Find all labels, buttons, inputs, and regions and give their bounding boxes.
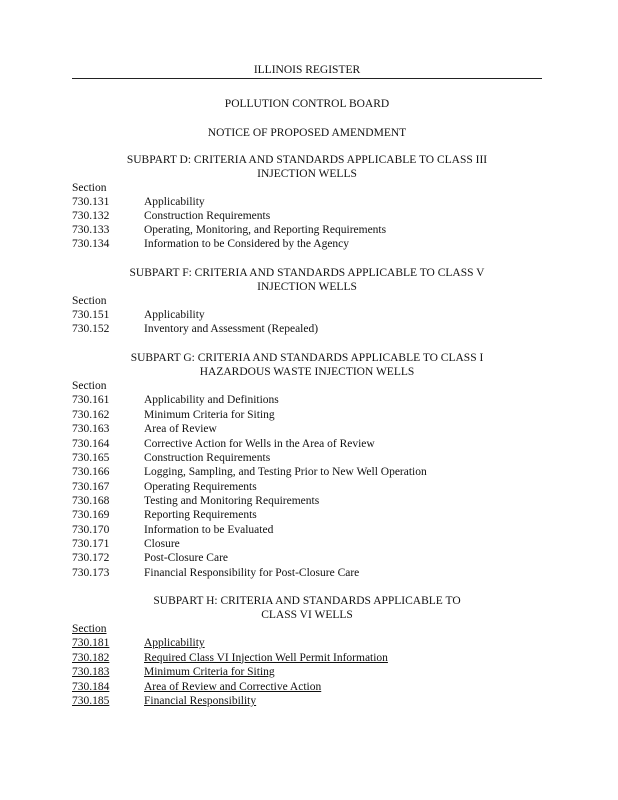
section-label: Section (72, 380, 107, 392)
section-number: 730.184 (72, 680, 110, 693)
subpart-heading-line: HAZARDOUS WASTE INJECTION WELLS (199, 366, 415, 378)
section-number: 730.181 (72, 637, 110, 649)
section-title: Financial Responsibility for Post-Closure Care (144, 566, 360, 579)
section-title: Reporting Requirements (144, 509, 257, 521)
section-number: 730.182 (72, 651, 110, 664)
subpart-heading-line: CLASS VI WELLS (261, 609, 353, 621)
table-row (72, 322, 542, 336)
section-title: Corrective Action for Wells in the Area of Review (144, 437, 375, 450)
table-row (72, 408, 542, 422)
table-row (72, 223, 542, 237)
section-number: 730.133 (72, 224, 110, 236)
subpart-h-heading (72, 594, 542, 622)
section-number: 730.131 (72, 196, 110, 208)
section-number: 730.171 (72, 538, 110, 550)
subpart-heading-line: SUBPART G: CRITERIA AND STANDARDS APPLICABLE TO CLASS I (130, 352, 484, 364)
table-row (72, 566, 542, 580)
section-number: 730.185 (72, 695, 110, 707)
board-name: POLLUTION CONTROL BOARD (224, 98, 390, 110)
section-number: 730.165 (72, 452, 110, 464)
subpart-g-heading (72, 351, 542, 379)
section-number: 730.168 (72, 495, 110, 507)
subpart-heading-line: SUBPART F: CRITERIA AND STANDARDS APPLICABLE TO CLASS V (129, 267, 485, 279)
table-row (72, 651, 542, 665)
table-row (72, 480, 542, 494)
header-rule (72, 78, 542, 79)
section-title: Required Class VI Injection Well Permit Information (144, 651, 388, 664)
section-title: Minimum Criteria for Siting (144, 666, 275, 678)
section-title: Logging, Sampling, and Testing Prior to New Well Operation (144, 466, 427, 478)
table-row (72, 636, 542, 650)
section-title: Applicability and Definitions (144, 394, 279, 406)
section-number: 730.152 (72, 323, 110, 335)
table-row (72, 537, 542, 551)
subpart-heading-line: SUBPART D: CRITERIA AND STANDARDS APPLICABLE TO CLASS III (126, 154, 488, 166)
table-row (72, 195, 542, 209)
section-number: 730.161 (72, 394, 110, 406)
section-number: 730.169 (72, 509, 110, 521)
section-number: 730.170 (72, 523, 110, 536)
section-number: 730.183 (72, 666, 110, 678)
section-number: 730.167 (72, 480, 110, 493)
table-row (72, 451, 542, 465)
table-row (72, 665, 542, 679)
table-row (72, 437, 542, 451)
table-row (72, 551, 542, 565)
section-title: Construction Requirements (144, 210, 271, 222)
section-label: Section (72, 295, 107, 307)
subpart-heading-line: SUBPART H: CRITERIA AND STANDARDS APPLICABLE TO (153, 595, 461, 607)
section-title: Construction Requirements (144, 452, 271, 464)
table-row (72, 680, 542, 694)
subpart-heading-line: INJECTION WELLS (257, 281, 357, 293)
section-title: Closure (144, 538, 180, 550)
section-title: Applicability (144, 309, 205, 321)
table-row (72, 422, 542, 436)
section-number: 730.134 (72, 238, 110, 250)
section-title: Testing and Monitoring Requirements (144, 495, 320, 507)
section-number: 730.172 (72, 552, 110, 564)
section-number: 730.163 (72, 423, 110, 435)
table-row (72, 494, 542, 508)
section-title: Area of Review (144, 423, 217, 435)
table-row (72, 237, 542, 251)
section-title: Post-Closure Care (144, 552, 229, 564)
subpart-d-heading (72, 153, 542, 181)
section-title: Information to be Evaluated (144, 523, 274, 536)
section-title: Financial Responsibility (144, 695, 257, 707)
table-row (72, 465, 542, 479)
section-number: 730.166 (72, 466, 110, 478)
table-row (72, 209, 542, 223)
section-title: Area of Review and Corrective Action (144, 680, 322, 693)
section-number: 730.164 (72, 437, 110, 450)
subpart-f-heading (72, 266, 542, 294)
section-number: 730.151 (72, 309, 110, 321)
subpart-heading-line: INJECTION WELLS (257, 168, 357, 180)
section-title: Minimum Criteria for Siting (144, 408, 275, 421)
section-number: 730.162 (72, 408, 110, 421)
section-title: Applicability (144, 637, 205, 649)
table-row (72, 308, 542, 322)
section-title: Applicability (144, 196, 205, 208)
table-row (72, 694, 542, 708)
table-row (72, 523, 542, 537)
register-header: ILLINOIS REGISTER (253, 64, 361, 76)
section-title: Operating, Monitoring, and Reporting Requirements (144, 224, 387, 236)
section-number: 730.173 (72, 566, 110, 579)
table-row (72, 393, 542, 407)
section-title: Operating Requirements (144, 480, 257, 493)
section-label: Section (72, 182, 107, 194)
section-label: Section (72, 623, 107, 635)
section-number: 730.132 (72, 210, 110, 222)
table-row (72, 508, 542, 522)
notice-title: NOTICE OF PROPOSED AMENDMENT (207, 127, 407, 139)
section-title: Inventory and Assessment (Repealed) (144, 323, 319, 335)
section-title: Information to be Considered by the Agency (144, 238, 350, 250)
